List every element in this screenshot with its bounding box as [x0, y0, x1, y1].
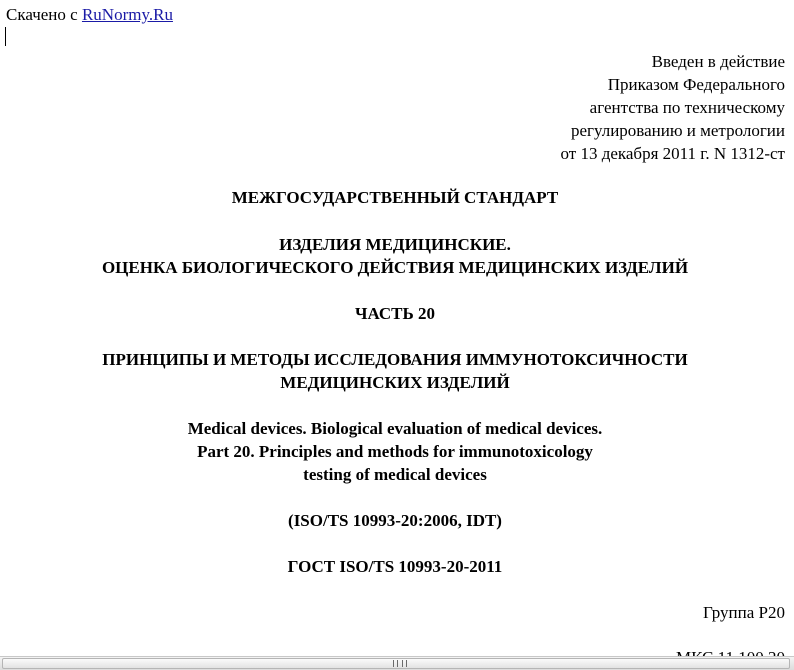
- part-heading: ЧАСТЬ 20: [354, 304, 435, 323]
- enactment-line: Введен в действие: [651, 52, 785, 71]
- text-cursor: [5, 27, 6, 46]
- english-title-line: testing of medical devices: [303, 465, 487, 484]
- enactment-line: агентства по техническому: [589, 98, 785, 117]
- subtitle-line: МЕДИЦИНСКИХ ИЗДЕЛИЙ: [280, 373, 510, 392]
- english-title: [0, 417, 790, 486]
- enactment-block: [560, 50, 785, 165]
- standard-name-line: ИЗДЕЛИЯ МЕДИЦИНСКИЕ.: [279, 235, 511, 254]
- enactment-line: регулированию и метрологии: [570, 121, 785, 140]
- enactment-line: от 13 декабря 2011 г. N 1312-ст: [560, 144, 785, 163]
- runormy-link[interactable]: RuNormy.Ru: [81, 5, 173, 24]
- english-title-line: Part 20. Principles and methods for immunotoxicology: [197, 442, 593, 461]
- source-prefix: Скачено с: [6, 5, 78, 24]
- subtitle-line: ПРИНЦИПЫ И МЕТОДЫ ИССЛЕДОВАНИЯ ИММУНОТОКСИЧНОСТИ: [102, 350, 688, 369]
- grip-icon: [393, 660, 407, 667]
- subtitle-heading: [0, 348, 790, 394]
- scrollbar-thumb[interactable]: [2, 658, 790, 669]
- source-line: [6, 5, 173, 25]
- english-title-line: Medical devices. Biological evaluation of medical devices.: [187, 419, 603, 438]
- standard-name-line: ОЦЕНКА БИОЛОГИЧЕСКОГО ДЕЙСТВИЯ МЕДИЦИНСКИХ ИЗДЕЛИЙ: [101, 258, 689, 277]
- gost-designation: ГОСТ ISO/TS 10993-20-2011: [287, 557, 503, 576]
- iso-reference: (ISO/TS 10993-20:2006, IDT): [288, 511, 502, 530]
- standard-type-heading: МЕЖГОСУДАРСТВЕННЫЙ СТАНДАРТ: [231, 188, 559, 207]
- group-label: Группа Р20: [703, 603, 785, 622]
- enactment-line: Приказом Федерального: [607, 75, 785, 94]
- standard-name-heading: [0, 233, 790, 279]
- horizontal-scrollbar[interactable]: [0, 656, 794, 670]
